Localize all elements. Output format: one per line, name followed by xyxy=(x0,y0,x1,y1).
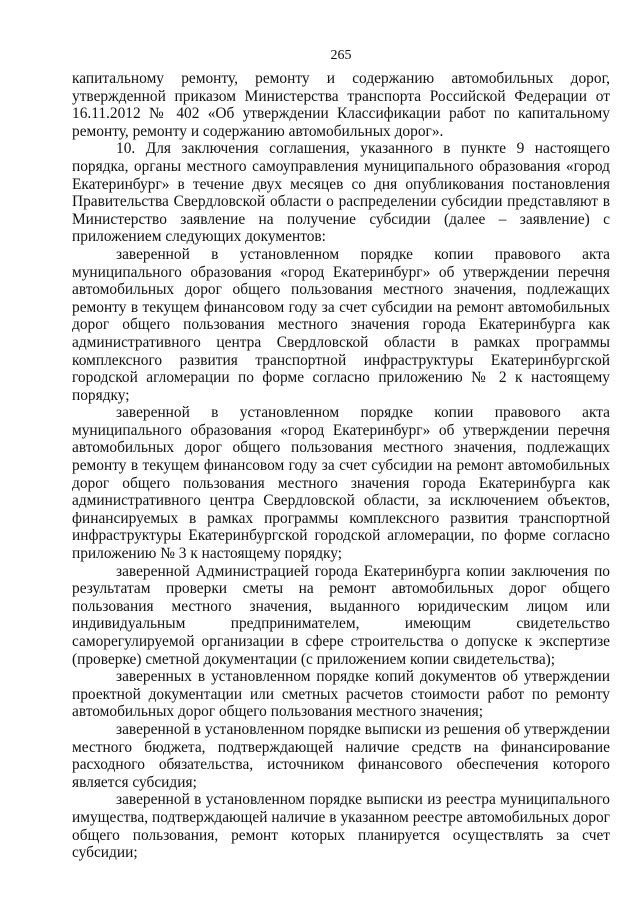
page-number: 265 xyxy=(330,48,352,63)
paragraph-document-6: заверенной в установленном порядке выписки из реестра муниципального имущества, подтверждающей наличие в указанном реестре автомобильных дорог общего пользования, ремонт которых планируется осуществлять за счет субсидии; xyxy=(72,791,610,862)
paragraph-item-10: 10. Для заключения соглашения, указанного в пункте 9 настоящего порядка, органы местного самоуправления муниципального образования «город Екатеринбург» в течение двух месяцев со дня опубликования постановления Правительства Свердловской области о распределении субсидии представляют в Министерство заявление на получение субсидии (далее – заявление) с приложением следующих документов: xyxy=(72,140,610,246)
paragraph-document-4: заверенных в установленном порядке копий документов об утверждении проектной документации или сметных расчетов стоимости работ по ремонту автомобильных дорог общего пользования местного значения; xyxy=(72,668,610,721)
paragraph-document-1: заверенной в установленном порядке копии правового акта муниципального образования «город Екатеринбург» об утверждении перечня автомобильных дорог общего пользования местного значения, подлежащих ремонту в текущем финансовом году за счет субсидии на ремонт автомобильных дорог общего пользования местного значения города Екатеринбурга как административного центра Свердловской области в рамках программы комплексного развития транспортной инфраструктуры Екатеринбургской городской агломерации по форме согласно приложению № 2 к настоящему порядку; xyxy=(72,245,610,404)
body-text xyxy=(72,70,610,862)
paragraph-document-3: заверенной Администрацией города Екатеринбурга копии заключения по результатам проверки сметы на ремонт автомобильных дорог общего пользования местного значения, выданного юридическим лицом или индивидуальным предпринимателем, имеющим свидетельство саморегулируемой организации в сфере строительства о допуске к экспертизе (проверке) сметной документации (с приложением копии свидетельства); xyxy=(72,562,610,668)
paragraph-continuation: капитальному ремонту, ремонту и содержанию автомобильных дорог, утвержденной приказом Министерства транспорта Российской Федерации от 16.11.2012 № 402 «Об утверждении Классификации работ по капитальному ремонту, ремонту и содержанию автомобильных дорог». xyxy=(72,70,610,140)
paragraph-document-2: заверенной в установленном порядке копии правового акта муниципального образования «город Екатеринбург» об утверждении перечня автомобильных дорог общего пользования местного значения, подлежащих ремонту в текущем финансовом году за счет субсидии на ремонт автомобильных дорог общего пользования местного значения города Екатеринбурга как административного центра Свердловской области, за исключением объектов, финансируемых в рамках программы комплексного развития транспортной инфраструктуры Екатеринбургской городской агломерации, по форме согласно приложению № 3 к настоящему порядку; xyxy=(72,404,610,563)
paragraph-document-5: заверенной в установленном порядке выписки из решения об утверждении местного бюджета, подтверждающей наличие средств на финансирование расходного обязательства, источником финансового обеспечения которого является субсидия; xyxy=(72,720,610,791)
